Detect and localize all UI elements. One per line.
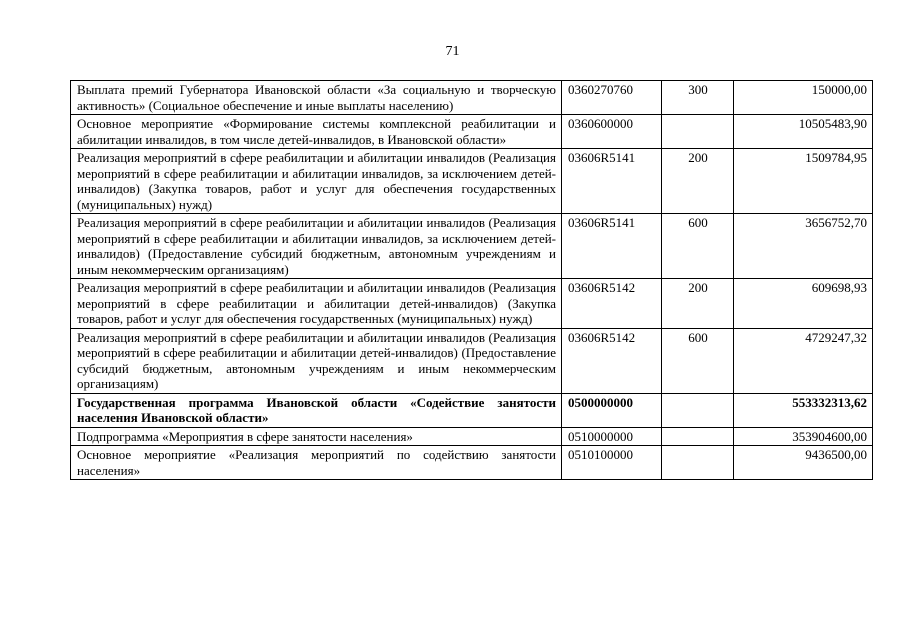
expense-type-code-cell (662, 393, 734, 427)
budget-table-body (71, 81, 873, 480)
expense-type-code-cell: 300 (662, 81, 734, 115)
table-row (71, 149, 873, 214)
table-row (71, 279, 873, 329)
expense-name-cell: Государственная программа Ивановской области «Содействие занятости населения Ивановской области» (71, 393, 562, 427)
table-row (71, 115, 873, 149)
expense-name-cell: Выплата премий Губернатора Ивановской области «За социальную и творческую активность» (Социальное обеспечение и иные выплаты населению) (71, 81, 562, 115)
expense-name-cell: Основное мероприятие «Реализация мероприятий по содействию занятости населения» (71, 446, 562, 480)
target-article-code-cell: 03606R5141 (562, 214, 662, 279)
amount-cell: 4729247,32 (734, 328, 873, 393)
table-row (71, 446, 873, 480)
target-article-code-cell: 0510000000 (562, 427, 662, 446)
table-row (71, 328, 873, 393)
expense-name-cell: Реализация мероприятий в сфере реабилитации и абилитации инвалидов (Реализация мероприятий в сфере реабилитации и абилитации инвалидов, за исключением детей-инвалидов) (Предоставление субсидий бюджетным, автономным учреждениям и иным некоммерческим организациям) (71, 214, 562, 279)
budget-table (70, 80, 873, 480)
table-row (71, 214, 873, 279)
expense-name-cell: Реализация мероприятий в сфере реабилитации и абилитации инвалидов (Реализация мероприятий в сфере реабилитации и абилитации детей-инвалидов) (Закупка товаров, работ и услуг для обеспечения государственных (муниципальных) нужд) (71, 279, 562, 329)
expense-type-code-cell: 600 (662, 214, 734, 279)
target-article-code-cell: 0500000000 (562, 393, 662, 427)
target-article-code-cell: 0360270760 (562, 81, 662, 115)
target-article-code-cell: 0360600000 (562, 115, 662, 149)
expense-type-code-cell (662, 115, 734, 149)
target-article-code-cell: 03606R5142 (562, 279, 662, 329)
amount-cell: 9436500,00 (734, 446, 873, 480)
amount-cell: 10505483,90 (734, 115, 873, 149)
table-row (71, 81, 873, 115)
expense-name-cell: Подпрограмма «Мероприятия в сфере занятости населения» (71, 427, 562, 446)
expense-type-code-cell: 200 (662, 279, 734, 329)
table-row (71, 393, 873, 427)
table-row (71, 427, 873, 446)
expense-type-code-cell: 200 (662, 149, 734, 214)
target-article-code-cell: 0510100000 (562, 446, 662, 480)
amount-cell: 353904600,00 (734, 427, 873, 446)
expense-type-code-cell (662, 427, 734, 446)
amount-cell: 1509784,95 (734, 149, 873, 214)
target-article-code-cell: 03606R5142 (562, 328, 662, 393)
expense-type-code-cell: 600 (662, 328, 734, 393)
expense-type-code-cell (662, 446, 734, 480)
amount-cell: 3656752,70 (734, 214, 873, 279)
amount-cell: 553332313,62 (734, 393, 873, 427)
page-number: 71 (445, 44, 460, 59)
expense-name-cell: Основное мероприятие «Формирование системы комплексной реабилитации и абилитации инвалидов, в том числе детей-инвалидов, в Ивановской области» (71, 115, 562, 149)
amount-cell: 609698,93 (734, 279, 873, 329)
expense-name-cell: Реализация мероприятий в сфере реабилитации и абилитации инвалидов (Реализация мероприятий в сфере реабилитации и абилитации инвалидов, за исключением детей-инвалидов) (Закупка товаров, работ и услуг для обеспечения государственных (муниципальных) нужд) (71, 149, 562, 214)
amount-cell: 150000,00 (734, 81, 873, 115)
target-article-code-cell: 03606R5141 (562, 149, 662, 214)
expense-name-cell: Реализация мероприятий в сфере реабилитации и абилитации инвалидов (Реализация мероприятий в сфере реабилитации и абилитации детей-инвалидов) (Предоставление субсидий бюджетным, автономным учреждениям и иным некоммерческим организациям) (71, 328, 562, 393)
